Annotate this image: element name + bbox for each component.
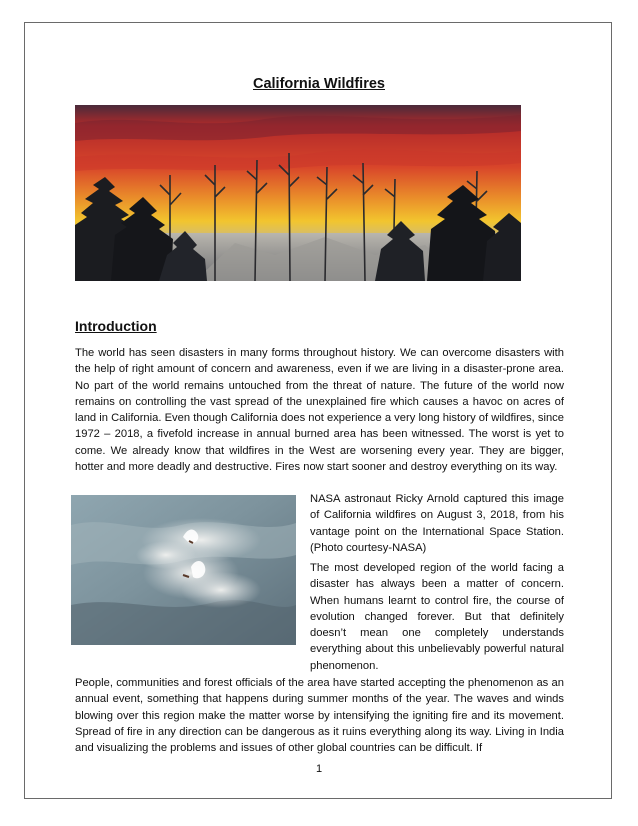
intro-paragraph: The world has seen disasters in many forms throughout history. We can overcome disasters with the help of right amount of concern and awareness, even if we are living in a disaster-prone area. No part of the world remains untouched from the threat of nature. The future of the world now remains on controlling the vast spread of the unexplained fire which causes a havoc on acres of land in California. Even though California does not experience a very long history of wildfires, since 1972 – 2018, a fivefold increase in annual burned area has been witnessed. The worst is yet to come. We already know that wildfires in the West are worsening every year. They are bigger, hotter and more deadly and destructive. Fires now start sooner and destroy everything on its way.	[75, 347, 564, 474]
section-heading-introduction: Introduction	[75, 318, 157, 334]
page-number: 1	[315, 763, 323, 775]
third-paragraph: People, communities and forest officials of the area have started accepting the phenomenon as an annual event, something that happens during summer months of the year. The waves and winds blowing over this region make the matter worse by intensifying the igniting fire and its movement. Spread of fire in any direction can be dangerous as it ruins everything along its way. Living in India and visualizing the problems and issues of other global countries can be difficult. If	[75, 677, 564, 755]
satellite-photo-image	[71, 495, 296, 645]
document-title: California Wildfires	[252, 76, 385, 92]
second-paragraph: The most developed region of the world facing a disaster has always been a matter of concern. When humans learnt to control fire, the course of evolution changed forever. But that definitely doesn’t mean one completely understands everything about this unbelievably powerful natural phenomenon.	[310, 562, 564, 672]
photo-caption: NASA astronaut Ricky Arnold captured this image of California wildfires on August 3, 2018, from his vantage point on the International Space Station. (Photo courtesy-NASA)	[310, 493, 564, 554]
wildfire-painting-image	[75, 105, 521, 281]
